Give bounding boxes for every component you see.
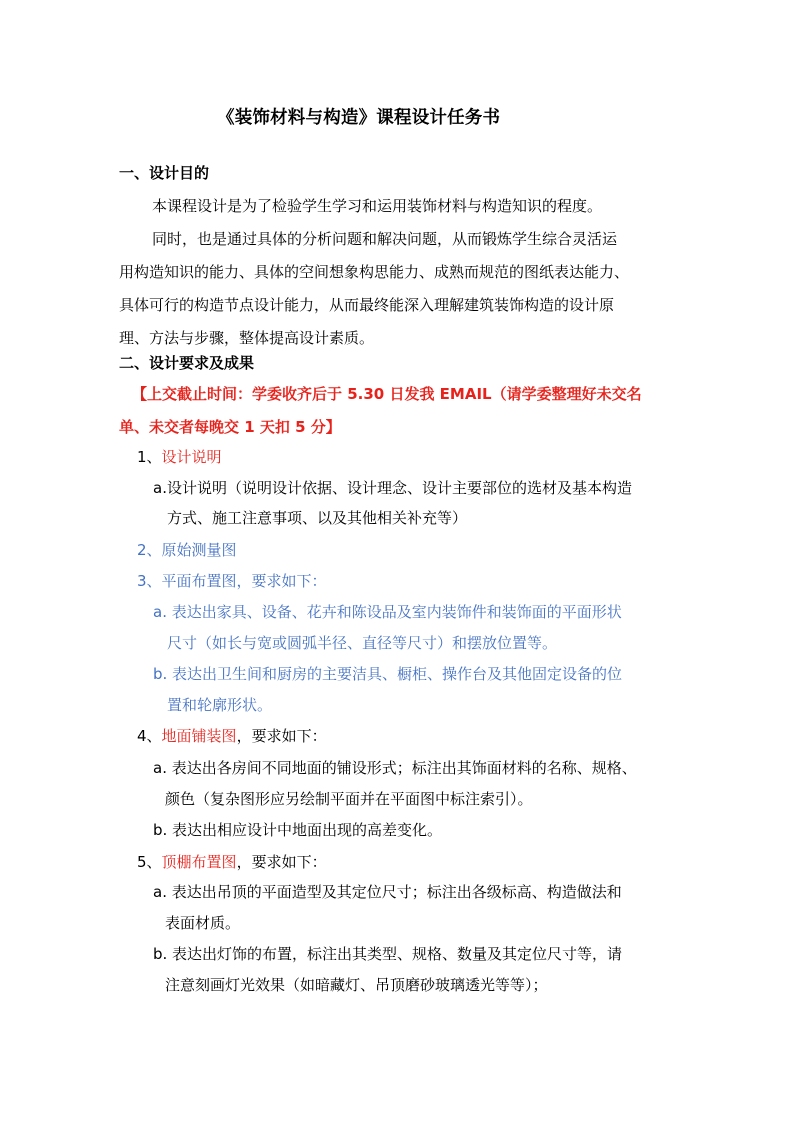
sub-item-line: a. 表达出家具、设备、花卉和陈设品及室内装饰件和装饰面的平面形状 bbox=[153, 603, 622, 621]
item-number: 1、 bbox=[137, 448, 162, 466]
paragraph-line: 用构造知识的能力、具体的空间想象构思能力、成熟而规范的图纸表达能力、 bbox=[119, 263, 630, 281]
sub-item-line: 尺寸（如长与宽或圆弧半径、直径等尺寸）和摆放位置等。 bbox=[167, 634, 558, 652]
section-heading-purpose: 一、设计目的 bbox=[119, 164, 210, 182]
item-number: 5、 bbox=[137, 853, 162, 871]
section-heading-requirements: 二、设计要求及成果 bbox=[119, 354, 255, 372]
sub-item-line: b. 表达出灯饰的布置，标注出其类型、规格、数量及其定位尺寸等，请 bbox=[153, 945, 623, 963]
paragraph-line: 本课程设计是为了检验学生学习和运用装饰材料与构造知识的程度。 bbox=[152, 197, 603, 215]
sub-item-line: 置和轮廓形状。 bbox=[167, 696, 273, 714]
sub-item-line: a. 表达出各房间不同地面的铺设形式；标注出其饰面材料的名称、规格、 bbox=[153, 759, 637, 777]
item-floor-paving bbox=[137, 726, 327, 746]
sub-item-line: 颜色（复杂图形应另绘制平面并在平面图中标注索引）。 bbox=[165, 790, 533, 808]
item-ceiling-plan bbox=[137, 852, 327, 872]
deadline-notice-line: 【上交截止时间：学委收齐后于 5.30 日发我 EMAIL（请学委整理好未交名 bbox=[132, 385, 642, 403]
item-title: 地面铺装图 bbox=[161, 727, 237, 745]
item-number: 4、 bbox=[137, 727, 162, 745]
paragraph-line: 同时，也是通过具体的分析问题和解决问题，从而锻炼学生综合灵活运 bbox=[152, 230, 618, 248]
item-suffix: ，要求如下： bbox=[236, 853, 327, 871]
sub-item-line: b. 表达出相应设计中地面出现的高差变化。 bbox=[153, 821, 443, 839]
sub-item-line: a. 表达出吊顶的平面造型及其定位尺寸；标注出各级标高、构造做法和 bbox=[153, 883, 622, 901]
item-floor-plan: 3、平面布置图，要求如下： bbox=[137, 572, 327, 590]
deadline-notice-line: 单、未交者每晚交 1 天扣 5 分】 bbox=[119, 418, 341, 436]
item-suffix: ，要求如下： bbox=[236, 727, 327, 745]
sub-item-line: 表面材质。 bbox=[165, 914, 241, 932]
sub-item-line: b. 表达出卫生间和厨房的主要洁具、橱柜、操作台及其他固定设备的位 bbox=[153, 665, 623, 683]
paragraph-line: 理、方法与步骤，整体提高设计素质。 bbox=[119, 329, 375, 347]
sub-item-line: 方式、施工注意事项、以及其他相关补充等） bbox=[167, 509, 468, 527]
page-title: 《装饰材料与构造》课程设计任务书 bbox=[217, 108, 501, 128]
item-title: 顶棚布置图 bbox=[161, 853, 237, 871]
sub-item-line: a.设计说明（说明设计依据、设计理念、设计主要部位的选材及基本构造 bbox=[153, 479, 632, 497]
paragraph-line: 具体可行的构造节点设计能力，从而最终能深入理解建筑装饰构造的设计原 bbox=[119, 296, 615, 314]
sub-item-line: 注意刻画灯光效果（如暗藏灯、吊顶磨砂玻璃透光等等）； bbox=[165, 976, 548, 994]
item-title: 设计说明 bbox=[161, 448, 222, 466]
item-design-description bbox=[137, 447, 222, 467]
item-survey-drawing: 2、原始测量图 bbox=[137, 541, 237, 559]
